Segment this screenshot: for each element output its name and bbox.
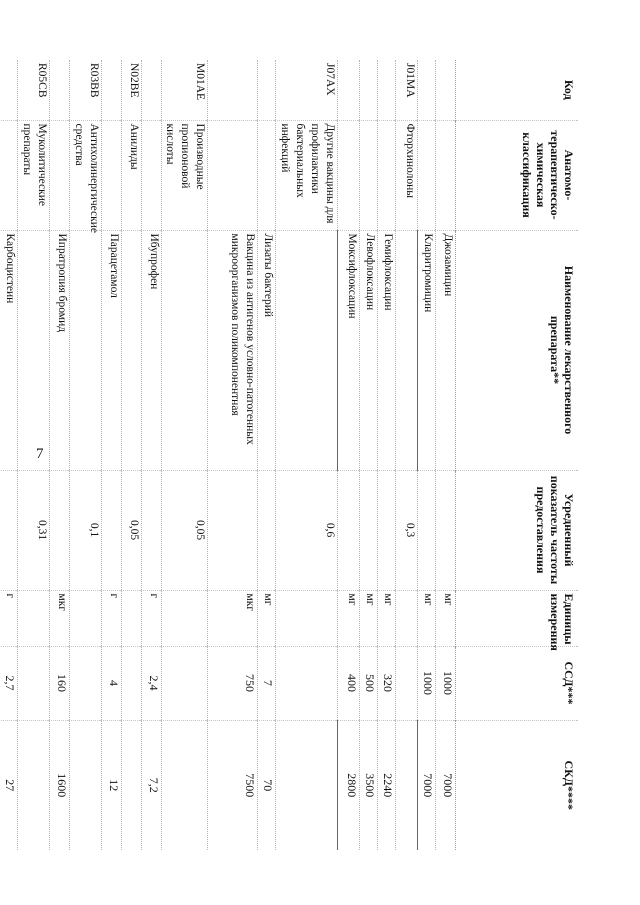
sdd-cell: 400 [338,646,360,720]
drug-cell: Кларитромицин [418,230,436,470]
atc-cell: Муколитические препараты [18,120,50,230]
frequency-cell: 0,3 [396,470,418,590]
drug-cell: Левофлоксацин [360,230,378,470]
atc-cell [142,120,162,230]
sdd-cell: 1000 [436,646,456,720]
code-cell: M01AE [162,60,208,120]
skd-cell [18,720,50,850]
sdd-cell: 500 [360,646,378,720]
skd-cell: 7500 [208,720,258,850]
sdd-cell: 750 [208,646,258,720]
table-row [18,60,50,850]
skd-cell: 7000 [436,720,456,850]
unit-cell [18,590,50,646]
frequency-cell [102,470,122,590]
drug-cell [18,230,50,470]
skd-cell: 27 [0,720,18,850]
drug-cell: Парацетамол [102,230,122,470]
table-row [360,60,378,850]
drug-cell [276,230,338,470]
drug-cell: Ибупрофен [142,230,162,470]
table-row [338,60,360,850]
drug-cell: Вакцина из антигенов условно-патогенных микроорганизмов поликомпонентная [208,230,258,470]
drug-cell [122,230,142,470]
code-cell [102,60,122,120]
unit-cell [162,590,208,646]
table-row [396,60,418,850]
header-unit: Единицы измерения [456,590,579,646]
unit-cell: мг [338,590,360,646]
atc-cell [436,120,456,230]
atc-cell: Фторхинолоны [396,120,418,230]
code-cell [142,60,162,120]
frequency-cell [360,470,378,590]
code-cell [208,60,258,120]
table-row [0,60,18,850]
code-cell: J07AX [276,60,338,120]
drug-cell [70,230,102,470]
unit-cell: г [142,590,162,646]
frequency-cell [258,470,276,590]
header-sdd: ССД*** [456,646,579,720]
sdd-cell [396,646,418,720]
sdd-cell: 320 [378,646,396,720]
sdd-cell: 160 [50,646,70,720]
unit-cell: г [102,590,122,646]
code-cell [418,60,436,120]
code-cell [360,60,378,120]
code-cell [338,60,360,120]
skd-cell: 7,2 [142,720,162,850]
unit-cell: мг [378,590,396,646]
sdd-cell: 7 [258,646,276,720]
sdd-cell [162,646,208,720]
drug-cell: Джозамицин [436,230,456,470]
atc-cell: Другие вакцины для профилактики бактериальных инфекций [276,120,338,230]
header-atc: Анатомо-терапевтическо-химическая классификация [456,120,579,230]
table-row [102,60,122,850]
page-number: 7 [36,446,44,462]
atc-cell [258,120,276,230]
frequency-cell: 0,6 [276,470,338,590]
code-cell [0,60,18,120]
skd-cell [122,720,142,850]
atc-cell [208,120,258,230]
skd-cell [276,720,338,850]
drug-table [0,60,578,850]
header-code: Код [456,60,579,120]
table-header [456,60,579,850]
unit-cell: мг [436,590,456,646]
skd-cell: 3500 [360,720,378,850]
skd-cell: 2240 [378,720,396,850]
table-row [122,60,142,850]
header-frequency: Усредненный показатель частоты предоставления [456,470,579,590]
drug-cell [162,230,208,470]
drug-cell: Карбоцистеин [0,230,18,470]
sdd-cell [18,646,50,720]
table-row [276,60,338,850]
frequency-cell [0,470,18,590]
atc-cell [50,120,70,230]
frequency-cell [378,470,396,590]
unit-cell: мкг [50,590,70,646]
frequency-cell [436,470,456,590]
skd-cell [162,720,208,850]
unit-cell [122,590,142,646]
header-row [456,60,579,850]
frequency-cell: 0,1 [70,470,102,590]
table-body [0,60,456,850]
table-row [162,60,208,850]
code-cell: J01MA [396,60,418,120]
unit-cell: мг [258,590,276,646]
atc-cell [360,120,378,230]
code-cell [378,60,396,120]
table-row [258,60,276,850]
sdd-cell [276,646,338,720]
drug-cell: Моксифлоксацин [338,230,360,470]
frequency-cell [418,470,436,590]
skd-cell: 12 [102,720,122,850]
skd-cell: 70 [258,720,276,850]
frequency-cell: 0,05 [162,470,208,590]
code-cell: R05CB [18,60,50,120]
unit-cell: мкг [208,590,258,646]
code-cell [258,60,276,120]
table-row [418,60,436,850]
atc-cell: Анилиды [122,120,142,230]
sdd-cell [70,646,102,720]
code-cell: N02BE [122,60,142,120]
atc-cell [0,120,18,230]
skd-cell [396,720,418,850]
skd-cell: 2800 [338,720,360,850]
atc-cell [418,120,436,230]
table-row [50,60,70,850]
header-drug: Наименование лекарственного препарата** [456,230,579,470]
table-row [70,60,102,850]
table-row [142,60,162,850]
atc-cell [102,120,122,230]
skd-cell: 1600 [50,720,70,850]
unit-cell: г [0,590,18,646]
atc-cell: Производные пропионовой кислоты [162,120,208,230]
atc-cell [378,120,396,230]
unit-cell [276,590,338,646]
drug-cell: Гемифлоксацин [378,230,396,470]
unit-cell: мг [360,590,378,646]
frequency-cell [50,470,70,590]
unit-cell: мг [418,590,436,646]
atc-cell [338,120,360,230]
drug-cell [396,230,418,470]
sdd-cell [122,646,142,720]
table-row [436,60,456,850]
atc-cell: Антихолинергические средства [70,120,102,230]
frequency-cell: 0,31 [18,470,50,590]
code-cell [50,60,70,120]
header-skd: СКД**** [456,720,579,850]
table-row [208,60,258,850]
frequency-cell: 0,05 [122,470,142,590]
frequency-cell [142,470,162,590]
code-cell [436,60,456,120]
drug-cell: Ипратропия бромид [50,230,70,470]
sdd-cell: 2,7 [0,646,18,720]
table-row [378,60,396,850]
sdd-cell: 1000 [418,646,436,720]
frequency-cell [208,470,258,590]
sdd-cell: 4 [102,646,122,720]
unit-cell [70,590,102,646]
code-cell: R03BB [70,60,102,120]
skd-cell: 7000 [418,720,436,850]
sdd-cell: 2,4 [142,646,162,720]
unit-cell [396,590,418,646]
frequency-cell [338,470,360,590]
drug-cell: Лизаты бактерий [258,230,276,470]
skd-cell [70,720,102,850]
